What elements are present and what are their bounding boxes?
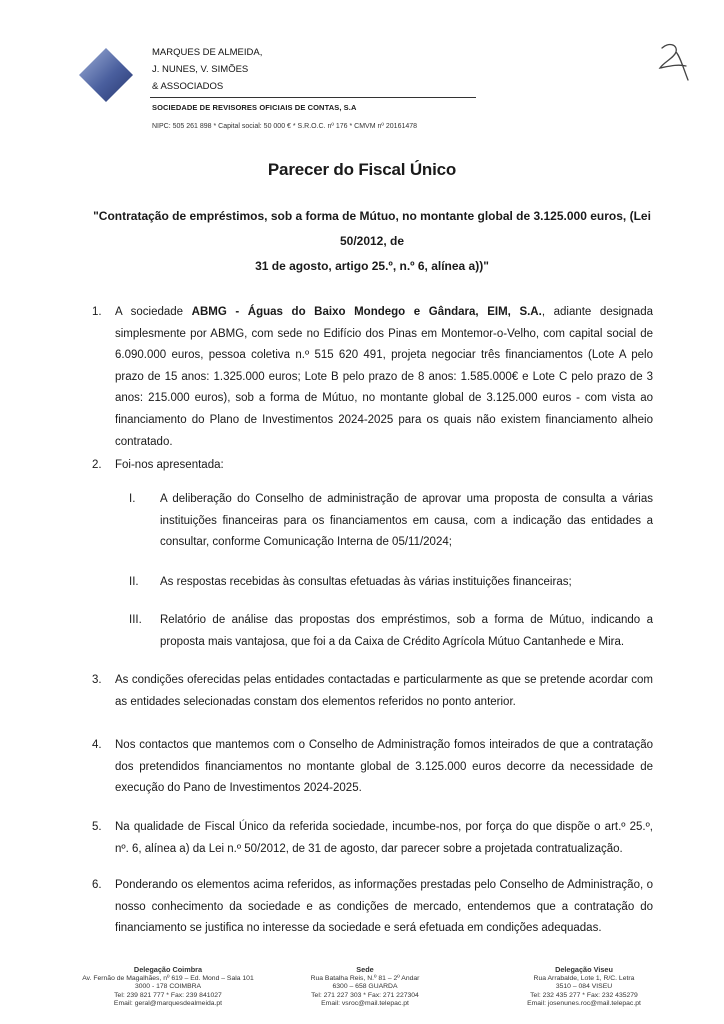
- footer-heading: Delegação Coimbra: [133, 965, 203, 974]
- registration-info: NIPC: 505 261 898 * Capital social: 50 000 € * S.R.O.C. nº 176 * CMVM nº 20161478: [152, 123, 418, 130]
- subtitle-line: "Contratação de empréstimos, sob a forma de Mútuo, no montante global de 3.125.000 euros, (Lei 50/2012, de: [93, 209, 651, 248]
- paragraph-6: Ponderando os elementos acima referidos, as informações prestadas pelo Conselho de Administração, o nosso conhecimento da sociedade e as condições de mercado, entendemos que a contratação do financiamento se justifica no interesse da sociedade e será efetuada em condições adequadas.: [115, 879, 653, 935]
- footer-email: Email: vsroc@mail.telepac.pt: [321, 1000, 409, 1008]
- paragraph-2: Foi-nos apresentada:: [115, 459, 224, 471]
- firm-logo: [77, 46, 135, 104]
- item-number: 6.: [92, 879, 102, 891]
- paragraph-lead: A sociedade: [115, 306, 192, 318]
- footer-line: Tel: 271 227 303 * Fax: 271 227304: [311, 991, 419, 999]
- footer-heading: Delegação Viseu: [555, 965, 613, 974]
- header-divider: [150, 97, 476, 98]
- footer-email: Email: geral@marquesdealmeida.pt: [113, 1000, 223, 1008]
- footer-sede: [280, 966, 450, 1009]
- firm-name-line: J. NUNES, V. SIMÕES: [152, 64, 249, 75]
- footer-line: 3000 - 178 COIMBRA: [134, 983, 202, 991]
- footer-line: 6300 – 658 GUARDA: [332, 983, 398, 991]
- footer-line: Rua Arrabalde, Lote 1, R/C. Letra: [533, 974, 635, 982]
- item-number: 4.: [92, 739, 102, 751]
- footer-line: Tel: 232 435 277 * Fax: 232 435279: [530, 991, 638, 999]
- footer-line: Tel: 239 821 777 * Fax: 239 841027: [114, 991, 222, 999]
- society-name: SOCIEDADE DE REVISORES OFICIAIS DE CONTAS, S.A: [152, 103, 357, 112]
- item-number: 1.: [92, 306, 102, 318]
- paragraph-1: [115, 302, 653, 453]
- footer-line: 3510 – 084 VISEU: [555, 983, 613, 991]
- item-number: 3.: [92, 674, 102, 686]
- company-name: ABMG - Águas do Baixo Mondego e Gândara, EIM, S.A.: [191, 306, 542, 318]
- subitem-2: As respostas recebidas às consultas efetuadas às várias instituições financeiras;: [160, 576, 572, 588]
- paragraph-4: Nos contactos que mantemos com o Conselho de Administração fomos inteirados de que a contratação dos pretendidos financiamentos no montante global de 3.125.000 euros decorre da necessidade de execução do Pano de Investimentos 2024-2025.: [115, 739, 653, 795]
- footer-viseu: [494, 966, 674, 1009]
- footer-heading: Sede: [356, 965, 374, 974]
- subtitle: [80, 204, 664, 279]
- item-number: 2.: [92, 459, 102, 471]
- firm-name-line: MARQUES DE ALMEIDA,: [152, 47, 263, 58]
- handwritten-initials: [648, 40, 692, 86]
- paragraph-text: , adiante designada simplesmente por ABMG, com sede no Edifício dos Pinas em Montemor-o-Velho, com capital social de 6.090.000 euros, pessoa coletiva n.º 515 620 491, projeta negociar três financiamentos (Lote A pelo prazo de 15 anos: 1.325.000 euros; Lote B pelo prazo de 8 anos: 1.585.000€ e Lote C pelo prazo de 3 anos: 215.000 euros), sob a forma de Mútuo, no montante global de 3.125.000 euros - com vista ao financiamento do Plano de Investimentos 2024-2025 para os quais não existem financiamento alheio contratado.: [115, 306, 653, 448]
- item-number: 5.: [92, 821, 102, 833]
- page-title: Parecer do Fiscal Único: [267, 160, 457, 179]
- paragraph-5: Na qualidade de Fiscal Único da referida sociedade, incumbe-nos, por força do que dispõe o art.º 25.º, nº. 6, alínea a) da Lei n.º 50/2012, de 31 de agosto, dar parecer sobre a projetada contratualização.: [115, 821, 653, 855]
- footer-line: Av. Fernão de Magalhães, nº 619 – Ed. Mond – Sala 101: [82, 974, 254, 982]
- subitem-number: II.: [129, 576, 139, 588]
- firm-name-line: & ASSOCIADOS: [152, 81, 224, 92]
- firm-name: [152, 44, 262, 95]
- subitem-number: III.: [129, 614, 142, 626]
- footer-email: Email: josenunes.roc@mail.telepac.pt: [527, 1000, 641, 1008]
- subtitle-line: 31 de agosto, artigo 25.º, n.º 6, alínea a))": [255, 259, 489, 273]
- paragraph-3: As condições oferecidas pelas entidades contactadas e particularmente as que se pretende acordar com as entidades selecionadas constam dos elementos referidos no ponto anterior.: [115, 674, 653, 708]
- subitem-number: I.: [129, 493, 136, 505]
- footer-coimbra: [68, 966, 268, 1009]
- footer-line: Rua Batalha Reis, N.º 81 – 2º Andar: [310, 974, 420, 982]
- subitem-3: Relatório de análise das propostas dos empréstimos, sob a forma de Mútuo, indicando a proposta mais vantajosa, que foi a da Caixa de Crédito Agrícola Mútuo Cantanhede e Mira.: [160, 614, 653, 648]
- subitem-1: A deliberação do Conselho de administração de aprovar uma proposta de consulta a várias instituições financeiras para os financiamentos em causa, com a indicação das entidades a consultar, conforme Comunicação Interna de 05/11/2024;: [160, 493, 653, 549]
